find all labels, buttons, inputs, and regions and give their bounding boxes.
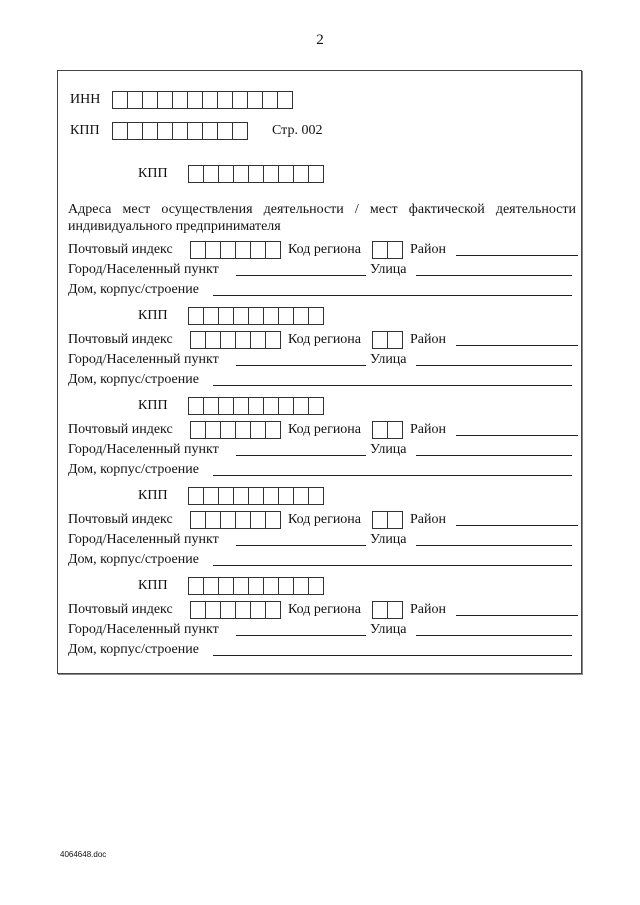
- input-cell[interactable]: [266, 332, 280, 348]
- district-line[interactable]: [456, 511, 578, 526]
- input-cell[interactable]: [219, 398, 234, 414]
- city-label: Город/Населенный пункт: [68, 352, 219, 367]
- region-label: Код региона: [288, 512, 362, 527]
- input-cell[interactable]: [294, 166, 309, 182]
- street-line[interactable]: [416, 351, 572, 366]
- house-line[interactable]: [213, 551, 572, 566]
- input-cell[interactable]: [113, 123, 128, 139]
- input-cell[interactable]: [249, 166, 264, 182]
- input-cell[interactable]: [266, 602, 280, 618]
- input-cell[interactable]: [221, 242, 236, 258]
- input-cell[interactable]: [189, 166, 204, 182]
- page-number: 2: [316, 32, 324, 48]
- input-cell[interactable]: [249, 578, 264, 594]
- postal-label: Почтовый индекс: [68, 332, 173, 347]
- region-label: Код региона: [288, 602, 362, 617]
- street-label: Улица: [370, 352, 407, 367]
- block-kpp-cells[interactable]: [188, 397, 324, 415]
- input-cell[interactable]: [204, 578, 219, 594]
- input-cell[interactable]: [373, 602, 388, 618]
- house-line[interactable]: [213, 641, 572, 656]
- page-label: Стр. 002: [272, 123, 323, 138]
- input-cell[interactable]: [143, 92, 158, 108]
- house-label: Дом, корпус/строение: [68, 642, 199, 657]
- input-cell[interactable]: [279, 488, 294, 504]
- input-cell[interactable]: [234, 488, 249, 504]
- street-label: Улица: [370, 622, 407, 637]
- input-cell[interactable]: [248, 92, 263, 108]
- input-cell[interactable]: [264, 166, 279, 182]
- input-cell[interactable]: [388, 602, 402, 618]
- input-cell[interactable]: [204, 308, 219, 324]
- input-cell[interactable]: [128, 92, 143, 108]
- postal-cells[interactable]: [190, 331, 281, 349]
- input-cell[interactable]: [251, 242, 266, 258]
- input-cell[interactable]: [266, 242, 280, 258]
- input-cell[interactable]: [388, 242, 402, 258]
- postal-label: Почтовый индекс: [68, 242, 173, 257]
- input-cell[interactable]: [218, 92, 233, 108]
- input-cell[interactable]: [278, 92, 292, 108]
- input-cell[interactable]: [388, 512, 402, 528]
- street-label: Улица: [370, 442, 407, 457]
- input-cell[interactable]: [128, 123, 143, 139]
- postal-cells[interactable]: [190, 241, 281, 259]
- input-cell[interactable]: [221, 422, 236, 438]
- input-cell[interactable]: [218, 123, 233, 139]
- input-cell[interactable]: [279, 166, 294, 182]
- input-cell[interactable]: [264, 578, 279, 594]
- street-line[interactable]: [416, 261, 572, 276]
- input-cell[interactable]: [219, 578, 234, 594]
- inn-label: ИНН: [70, 92, 101, 107]
- postal-cells[interactable]: [190, 511, 281, 529]
- block-kpp-label: КПП: [138, 488, 168, 503]
- block-kpp-label: КПП: [138, 398, 168, 413]
- input-cell[interactable]: [236, 602, 251, 618]
- input-cell[interactable]: [233, 123, 247, 139]
- input-cell[interactable]: [309, 488, 323, 504]
- input-cell[interactable]: [279, 308, 294, 324]
- kpp-cells[interactable]: [112, 122, 248, 140]
- input-cell[interactable]: [206, 512, 221, 528]
- input-cell[interactable]: [294, 308, 309, 324]
- region-cells[interactable]: [372, 241, 403, 259]
- input-cell[interactable]: [234, 398, 249, 414]
- district-line[interactable]: [456, 601, 578, 616]
- district-line[interactable]: [456, 331, 578, 346]
- district-line[interactable]: [456, 241, 578, 256]
- house-label: Дом, корпус/строение: [68, 282, 199, 297]
- region-cells[interactable]: [372, 331, 403, 349]
- input-cell[interactable]: [234, 166, 249, 182]
- input-cell[interactable]: [373, 512, 388, 528]
- input-cell[interactable]: [219, 488, 234, 504]
- street-line[interactable]: [416, 621, 572, 636]
- city-line[interactable]: [236, 621, 366, 636]
- input-cell[interactable]: [249, 398, 264, 414]
- input-cell[interactable]: [206, 242, 221, 258]
- house-label: Дом, корпус/строение: [68, 552, 199, 567]
- district-label: Район: [410, 242, 446, 257]
- postal-label: Почтовый индекс: [68, 422, 173, 437]
- input-cell[interactable]: [236, 512, 251, 528]
- input-cell[interactable]: [234, 578, 249, 594]
- city-line[interactable]: [236, 441, 366, 456]
- house-label: Дом, корпус/строение: [68, 372, 199, 387]
- city-line[interactable]: [236, 261, 366, 276]
- input-cell[interactable]: [189, 308, 204, 324]
- city-label: Город/Населенный пункт: [68, 532, 219, 547]
- input-cell[interactable]: [266, 512, 280, 528]
- house-label: Дом, корпус/строение: [68, 462, 199, 477]
- top-kpp-label: КПП: [138, 166, 168, 181]
- block-kpp-label: КПП: [138, 578, 168, 593]
- input-cell[interactable]: [388, 422, 402, 438]
- postal-label: Почтовый индекс: [68, 512, 173, 527]
- input-cell[interactable]: [221, 332, 236, 348]
- input-cell[interactable]: [294, 488, 309, 504]
- input-cell[interactable]: [373, 242, 388, 258]
- city-label: Город/Населенный пункт: [68, 622, 219, 637]
- region-label: Код региона: [288, 242, 362, 257]
- district-label: Район: [410, 332, 446, 347]
- input-cell[interactable]: [263, 92, 278, 108]
- street-label: Улица: [370, 262, 407, 277]
- input-cell[interactable]: [158, 123, 173, 139]
- input-cell[interactable]: [191, 422, 206, 438]
- input-cell[interactable]: [251, 332, 266, 348]
- input-cell[interactable]: [206, 602, 221, 618]
- input-cell[interactable]: [206, 422, 221, 438]
- region-label: Код региона: [288, 332, 362, 347]
- input-cell[interactable]: [219, 308, 234, 324]
- top-kpp-cells[interactable]: [188, 165, 324, 183]
- input-cell[interactable]: [249, 488, 264, 504]
- kpp-label: КПП: [70, 123, 100, 138]
- input-cell[interactable]: [279, 578, 294, 594]
- inn-cells[interactable]: [112, 91, 293, 109]
- input-cell[interactable]: [191, 602, 206, 618]
- house-line[interactable]: [213, 281, 572, 296]
- house-line[interactable]: [213, 371, 572, 386]
- input-cell[interactable]: [309, 308, 323, 324]
- input-cell[interactable]: [204, 488, 219, 504]
- input-cell[interactable]: [191, 242, 206, 258]
- input-cell[interactable]: [173, 123, 188, 139]
- block-kpp-label: КПП: [138, 308, 168, 323]
- input-cell[interactable]: [264, 308, 279, 324]
- district-label: Район: [410, 512, 446, 527]
- input-cell[interactable]: [191, 512, 206, 528]
- input-cell[interactable]: [373, 422, 388, 438]
- block-kpp-cells[interactable]: [188, 577, 324, 595]
- city-label: Город/Населенный пункт: [68, 262, 219, 277]
- input-cell[interactable]: [143, 123, 158, 139]
- input-cell[interactable]: [251, 602, 266, 618]
- postal-cells[interactable]: [190, 601, 281, 619]
- input-cell[interactable]: [236, 242, 251, 258]
- input-cell[interactable]: [158, 92, 173, 108]
- input-cell[interactable]: [219, 166, 234, 182]
- input-cell[interactable]: [251, 512, 266, 528]
- input-cell[interactable]: [188, 92, 203, 108]
- city-line[interactable]: [236, 531, 366, 546]
- input-cell[interactable]: [204, 166, 219, 182]
- city-line[interactable]: [236, 351, 366, 366]
- house-line[interactable]: [213, 461, 572, 476]
- input-cell[interactable]: [204, 398, 219, 414]
- block-kpp-cells[interactable]: [188, 487, 324, 505]
- region-cells[interactable]: [372, 511, 403, 529]
- intro-text: Адреса мест осуществления деятельности / мест фактической деятельности индивидуального предпринимателя: [68, 202, 576, 234]
- input-cell[interactable]: [236, 422, 251, 438]
- input-cell[interactable]: [373, 332, 388, 348]
- region-label: Код региона: [288, 422, 362, 437]
- region-cells[interactable]: [372, 421, 403, 439]
- input-cell[interactable]: [266, 422, 280, 438]
- input-cell[interactable]: [236, 332, 251, 348]
- postal-cells[interactable]: [190, 421, 281, 439]
- input-cell[interactable]: [221, 602, 236, 618]
- input-cell[interactable]: [309, 578, 323, 594]
- input-cell[interactable]: [221, 512, 236, 528]
- street-line[interactable]: [416, 441, 572, 456]
- input-cell[interactable]: [203, 92, 218, 108]
- city-label: Город/Населенный пункт: [68, 442, 219, 457]
- district-label: Район: [410, 422, 446, 437]
- input-cell[interactable]: [189, 578, 204, 594]
- input-cell[interactable]: [173, 92, 188, 108]
- input-cell[interactable]: [309, 166, 323, 182]
- district-label: Район: [410, 602, 446, 617]
- input-cell[interactable]: [233, 92, 248, 108]
- input-cell[interactable]: [113, 92, 128, 108]
- input-cell[interactable]: [264, 398, 279, 414]
- input-cell[interactable]: [188, 123, 203, 139]
- street-line[interactable]: [416, 531, 572, 546]
- form-frame: [57, 70, 582, 674]
- input-cell[interactable]: [279, 398, 294, 414]
- input-cell[interactable]: [191, 332, 206, 348]
- input-cell[interactable]: [264, 488, 279, 504]
- footer-filename: 4064648.doc: [60, 850, 107, 859]
- input-cell[interactable]: [249, 308, 264, 324]
- input-cell[interactable]: [189, 488, 204, 504]
- block-kpp-cells[interactable]: [188, 307, 324, 325]
- input-cell[interactable]: [388, 332, 402, 348]
- postal-label: Почтовый индекс: [68, 602, 173, 617]
- input-cell[interactable]: [294, 578, 309, 594]
- region-cells[interactable]: [372, 601, 403, 619]
- district-line[interactable]: [456, 421, 578, 436]
- input-cell[interactable]: [189, 398, 204, 414]
- input-cell[interactable]: [309, 398, 323, 414]
- input-cell[interactable]: [234, 308, 249, 324]
- input-cell[interactable]: [203, 123, 218, 139]
- input-cell[interactable]: [206, 332, 221, 348]
- input-cell[interactable]: [294, 398, 309, 414]
- input-cell[interactable]: [251, 422, 266, 438]
- street-label: Улица: [370, 532, 407, 547]
